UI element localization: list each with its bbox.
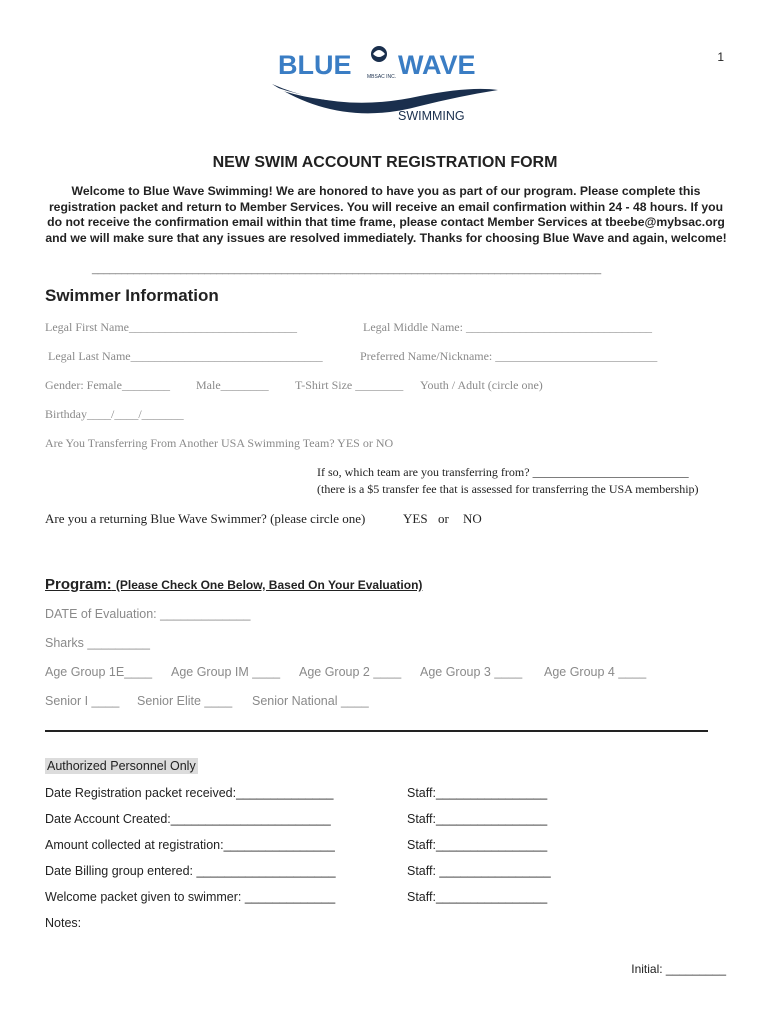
preferred-name-field[interactable]: Preferred Name/Nickname: ___________________________	[360, 349, 658, 363]
youth-adult-option[interactable]: Youth / Adult (circle one)	[420, 378, 543, 392]
date-registration-received-field[interactable]: Date Registration packet received:______________	[45, 786, 334, 800]
legal-last-name-field[interactable]: Legal Last Name________________________________	[48, 349, 323, 363]
returning-no-option[interactable]: NO	[463, 511, 482, 526]
age-group-3-option[interactable]: Age Group 3 ____	[420, 665, 523, 679]
staff-field-1[interactable]: Staff:________________	[407, 786, 548, 800]
welcome-packet-given-field[interactable]: Welcome packet given to swimmer: _____________	[45, 890, 336, 904]
transfer-fee-note: (there is a $5 transfer fee that is assessed for transferring the USA membership)	[317, 482, 699, 496]
legal-first-name-field[interactable]: Legal First Name____________________________	[45, 320, 297, 334]
authorized-personnel-label: Authorized Personnel Only	[47, 759, 196, 773]
swimmer-information-heading: Swimmer Information	[45, 286, 219, 305]
staff-field-5[interactable]: Staff:________________	[407, 890, 548, 904]
returning-swimmer-question: Are you a returning Blue Wave Swimmer? (please circle one)	[45, 511, 366, 526]
tshirt-size-field[interactable]: T-Shirt Size ________	[295, 378, 404, 392]
legal-middle-name-field[interactable]: Legal Middle Name: _______________________________	[363, 320, 652, 334]
date-account-created-field[interactable]: Date Account Created:_______________________	[45, 812, 331, 826]
returning-or-text: or	[438, 511, 449, 526]
senior-national-option[interactable]: Senior National ____	[252, 694, 369, 708]
logo-emblem-icon	[371, 46, 387, 62]
transfer-team-field[interactable]: If so, which team are you transferring from? __________________________	[317, 465, 689, 479]
birthday-field[interactable]: Birthday____/____/_______	[45, 407, 184, 421]
page-number: 1	[717, 50, 724, 64]
form-title: NEW SWIM ACCOUNT REGISTRATION FORM	[212, 154, 558, 171]
section-divider	[45, 730, 708, 732]
divider-line: ______________________________________________________________________________________	[92, 263, 601, 275]
senior-elite-option[interactable]: Senior Elite ____	[137, 694, 233, 708]
blue-wave-logo	[270, 40, 502, 130]
gender-male-field[interactable]: Male________	[196, 378, 269, 392]
staff-field-3[interactable]: Staff:________________	[407, 838, 548, 852]
logo-swimming-text: SWIMMING	[398, 109, 465, 123]
program-heading	[45, 576, 422, 593]
gender-female-field[interactable]: Gender: Female________	[45, 378, 170, 392]
program-subheading: (Please Check One Below, Based On Your Evaluation)	[115, 578, 423, 592]
amount-collected-field[interactable]: Amount collected at registration:________________	[45, 838, 335, 852]
logo-wave-text: WAVE	[398, 50, 476, 80]
staff-field-2[interactable]: Staff:________________	[407, 812, 548, 826]
age-group-2-option[interactable]: Age Group 2 ____	[299, 665, 402, 679]
age-group-im-option[interactable]: Age Group IM ____	[171, 665, 281, 679]
evaluation-date-field[interactable]: DATE of Evaluation: _____________	[45, 607, 251, 621]
program-heading-label: Program:	[45, 576, 112, 593]
sharks-option[interactable]: Sharks _________	[45, 636, 150, 650]
transfer-question[interactable]: Are You Transferring From Another USA Swimming Team? YES or NO	[45, 436, 394, 450]
age-group-1e-option[interactable]: Age Group 1E____	[45, 665, 153, 679]
returning-yes-option[interactable]: YES	[403, 511, 428, 526]
logo-blue-text: BLUE	[278, 50, 352, 80]
senior-1-option[interactable]: Senior I ____	[45, 694, 120, 708]
welcome-paragraph: Welcome to Blue Wave Swimming! We are honored to have you as part of our program. Please complete this registration packet and return to Member Services. You will receive an email confirmation within 24 - 48 hours. If you do not receive the confirmation email within that time frame, please contact Member Services at tbeebe@mybsac.org and we will make sure that any issues are resolved immediately. Thanks for choosing Blue Wave and again, welcome!	[45, 184, 727, 245]
age-group-4-option[interactable]: Age Group 4 ____	[544, 665, 647, 679]
logo-small-text: MBSAC INC.	[367, 74, 397, 80]
notes-label: Notes:	[45, 916, 82, 930]
staff-field-4[interactable]: Staff: ________________	[407, 864, 551, 878]
date-billing-group-field[interactable]: Date Billing group entered: ____________________	[45, 864, 336, 878]
initial-field[interactable]: Initial: _________	[631, 962, 726, 976]
